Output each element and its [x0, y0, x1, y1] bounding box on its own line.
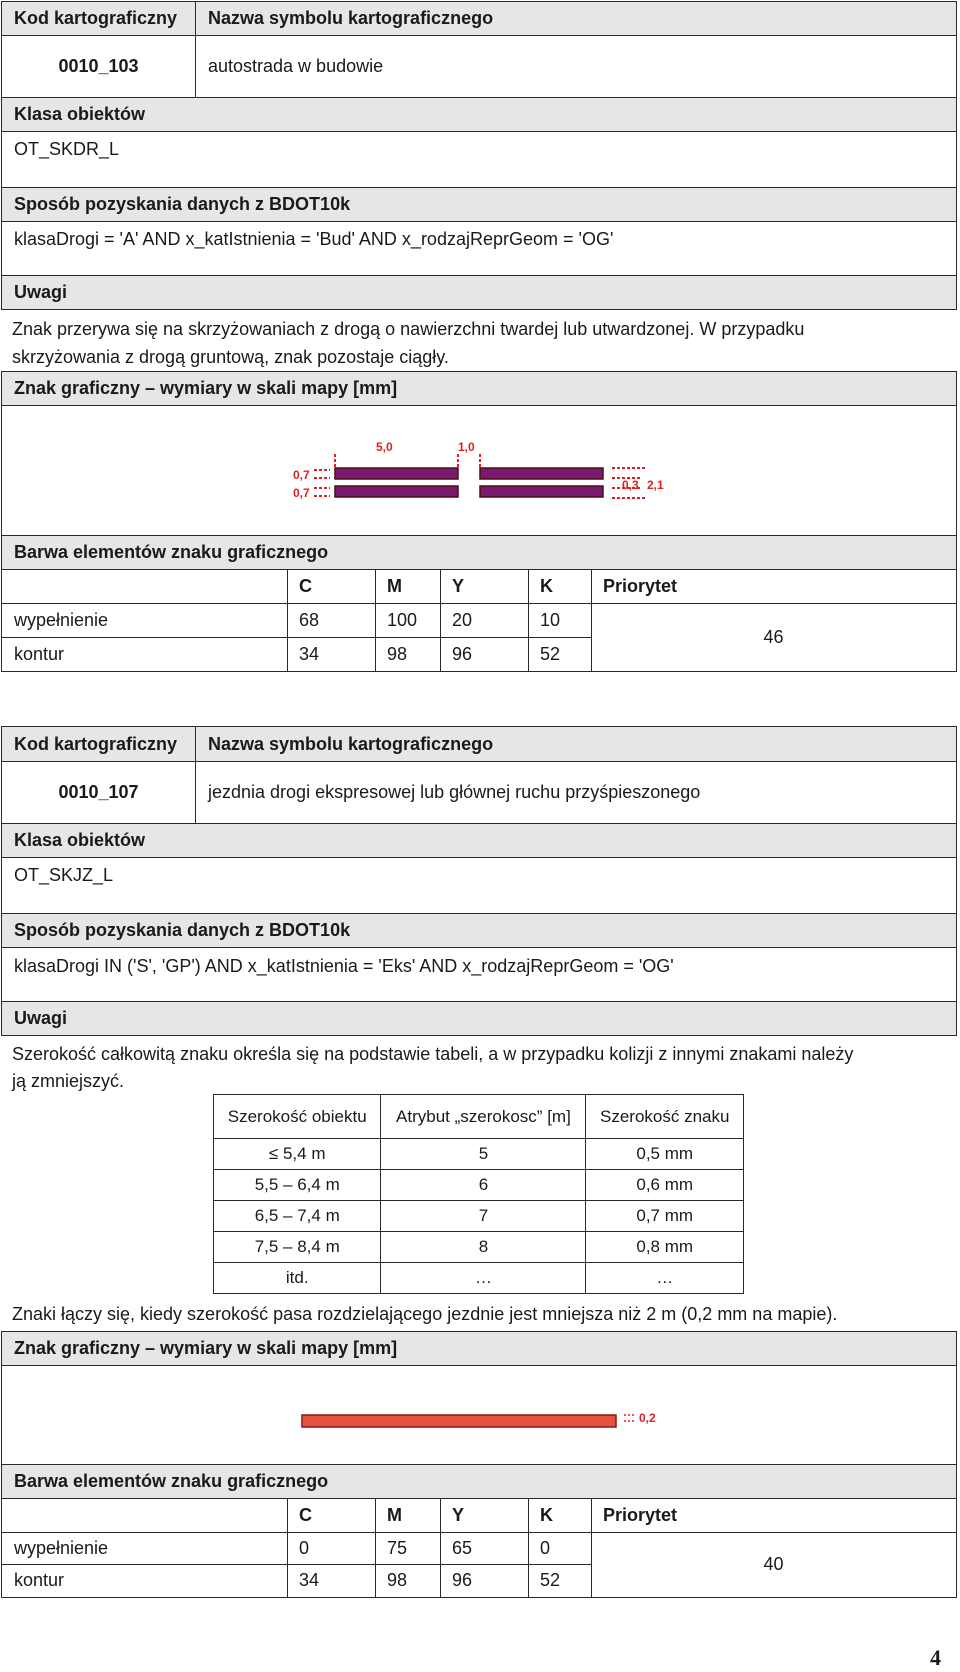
- page-number: 4: [930, 1645, 941, 1670]
- kod-header-label: Kod kartograficzny: [14, 8, 178, 28]
- symbol-width-cell: 0,6 mm: [586, 1170, 744, 1201]
- col-m-header: M: [387, 576, 402, 596]
- color-table: [1, 1498, 957, 1598]
- outline-c: 34: [299, 643, 320, 664]
- data-query: klasaDrogi = 'A' AND x_katIstnienia = 'Bud' AND x_rodzajReprGeom = 'OG': [14, 229, 614, 249]
- width-cell: 7,5 – 8,4 m: [214, 1232, 381, 1263]
- znak-header: [1, 1331, 957, 1366]
- width-table-header: Atrybut „szerokosc” [m]: [381, 1095, 586, 1139]
- attribute-cell: 7: [381, 1201, 586, 1232]
- znak-header-label: Znak graficzny – wymiary w skali mapy [mm]: [14, 1338, 398, 1358]
- outline-c: 34: [299, 1570, 320, 1590]
- dim-label-dash-length: 5,0: [376, 440, 393, 454]
- fill-m: 100: [387, 609, 418, 630]
- uwagi-text: [12, 315, 952, 371]
- col-priority-header: Priorytet: [603, 1505, 678, 1525]
- outline-row-label: kontur: [14, 643, 65, 664]
- dimension-marks: [624, 1415, 636, 1421]
- fill-row-label: wypełnienie: [14, 1537, 109, 1558]
- barwa-header: [1, 535, 957, 570]
- attribute-cell: 8: [381, 1232, 586, 1263]
- sposob-header: [1, 187, 957, 222]
- sposob-header-label: Sposób pozyskania danych z BDOT10k: [14, 194, 351, 214]
- col-c-header: C: [299, 1505, 312, 1525]
- symbol-drawing-area: [1, 1365, 957, 1465]
- priority-value: 46: [763, 626, 784, 647]
- col-k-header: K: [540, 1505, 553, 1525]
- symbol-code: 0010_103: [58, 56, 139, 76]
- symbol-card-1: [0, 0, 960, 672]
- width-table-header-row: [214, 1095, 744, 1139]
- klasa-header: [1, 97, 957, 132]
- klasa-value-cell: [1, 131, 957, 188]
- dim-label-separation: 0,3: [622, 478, 639, 492]
- uwagi-after-text: Znaki łączy się, kiedy szerokość pasa rozdzielającego jezdnie jest mniejsza niż 2 m (0,2 mm na mapie).: [12, 1304, 838, 1324]
- nazwa-header-label: Nazwa symbolu kartograficznego: [208, 8, 494, 28]
- width-cell: 5,5 – 6,4 m: [214, 1170, 381, 1201]
- symbol-card-2: [0, 726, 960, 1598]
- col-k-header: K: [540, 576, 553, 596]
- znak-header: [1, 371, 957, 406]
- dim-label-total-width: 2,1: [647, 478, 664, 492]
- dim-label-band-width-top: 0,7: [293, 468, 310, 482]
- table-row: [214, 1263, 744, 1294]
- kod-header: [1, 1, 196, 36]
- sposob-header-label: Sposób pozyskania danych z BDOT10k: [14, 920, 351, 940]
- sposob-header: [1, 913, 957, 948]
- uwagi-line-2: skrzyżowania z drogą gruntową, znak pozostaje ciągły.: [12, 347, 449, 367]
- uwagi-line-1: Znak przerywa się na skrzyżowaniach z drogą o nawierzchni twardej lub utwardzonej. W przypadku: [12, 319, 805, 339]
- symbol-name: autostrada w budowie: [208, 56, 384, 76]
- dim-label-gap-length: 1,0: [458, 440, 475, 454]
- uwagi-line-2: ją zmniejszyć.: [12, 1071, 125, 1091]
- barwa-header-label: Barwa elementów znaku graficznego: [14, 1471, 329, 1491]
- width-cell: ≤ 5,4 m: [214, 1139, 381, 1170]
- attribute-cell: 5: [381, 1139, 586, 1170]
- nazwa-header-label: Nazwa symbolu kartograficznego: [208, 733, 494, 754]
- fill-y: 20: [452, 609, 473, 630]
- klasa-value-cell: [1, 857, 957, 914]
- uwagi-text: [12, 1041, 952, 1095]
- priority-value: 40: [763, 1554, 784, 1574]
- color-table: [1, 569, 957, 672]
- width-table-header: Szerokość obiektu: [214, 1095, 381, 1139]
- col-priority-header: Priorytet: [603, 576, 678, 596]
- symbol-width-cell: …: [586, 1263, 744, 1294]
- symbol-code-cell: [1, 35, 196, 98]
- attribute-cell: …: [381, 1263, 586, 1294]
- object-class: OT_SKDR_L: [14, 139, 120, 159]
- symbol-width-cell: 0,5 mm: [586, 1139, 744, 1170]
- col-c-header: C: [299, 576, 312, 596]
- outline-k: 52: [540, 643, 561, 664]
- width-table: [213, 1094, 744, 1294]
- dash-top-left: [335, 468, 458, 479]
- outline-y: 96: [452, 1570, 473, 1590]
- col-y-header: Y: [452, 576, 465, 596]
- nazwa-header: [195, 1, 957, 36]
- symbol-code: 0010_107: [58, 782, 139, 802]
- road-line: [302, 1415, 616, 1427]
- uwagi-header: [1, 275, 957, 310]
- sposob-value-cell: [1, 221, 957, 276]
- klasa-header-label: Klasa obiektów: [14, 830, 146, 850]
- outline-row-label: kontur: [14, 1570, 65, 1590]
- sposob-value-cell: [1, 947, 957, 1002]
- dash-bottom-right: [480, 486, 603, 497]
- outline-m: 98: [387, 1570, 408, 1590]
- dash-top-right: [480, 468, 603, 479]
- symbol-drawing-area: [1, 405, 957, 536]
- symbol-name-cell: [195, 761, 957, 824]
- kod-header: [1, 726, 196, 762]
- width-cell: itd.: [214, 1263, 381, 1294]
- table-row: [214, 1139, 744, 1170]
- uwagi-header-label: Uwagi: [14, 282, 68, 302]
- table-row: [214, 1232, 744, 1263]
- fill-row-label: wypełnienie: [14, 609, 109, 630]
- znak-header-label: Znak graficzny – wymiary w skali mapy [mm]: [14, 378, 398, 398]
- symbol-width-cell: 0,8 mm: [586, 1232, 744, 1263]
- fill-k: 10: [540, 609, 561, 630]
- symbol-code-cell: [1, 761, 196, 824]
- dash-bottom-left: [335, 486, 458, 497]
- table-row: [214, 1170, 744, 1201]
- symbol-width-cell: 0,7 mm: [586, 1201, 744, 1232]
- kod-header-label: Kod kartograficzny: [14, 733, 178, 754]
- klasa-header: [1, 823, 957, 858]
- fill-m: 75: [387, 1537, 408, 1558]
- symbol-drawing: [2, 1366, 956, 1464]
- width-table-header: Szerokość znaku: [586, 1095, 744, 1139]
- fill-c: 0: [299, 1537, 310, 1558]
- col-m-header: M: [387, 1505, 402, 1525]
- symbol-name: jezdnia drogi ekspresowej lub głównej ruchu przyśpieszonego: [208, 782, 701, 802]
- klasa-header-label: Klasa obiektów: [14, 104, 146, 124]
- fill-c: 68: [299, 609, 320, 630]
- table-row: [214, 1201, 744, 1232]
- dim-label-width: 0,2: [639, 1411, 656, 1425]
- data-query: klasaDrogi IN ('S', 'GP') AND x_katIstnienia = 'Eks' AND x_rodzajReprGeom = 'OG': [14, 956, 674, 976]
- dim-label-band-width-bottom: 0,7: [293, 486, 310, 500]
- outline-k: 52: [540, 1570, 561, 1590]
- fill-y: 65: [452, 1537, 473, 1558]
- col-y-header: Y: [452, 1505, 465, 1525]
- outline-y: 96: [452, 643, 473, 664]
- width-cell: 6,5 – 7,4 m: [214, 1201, 381, 1232]
- symbol-name-cell: [195, 35, 957, 98]
- barwa-header-label: Barwa elementów znaku graficznego: [14, 542, 329, 562]
- uwagi-header-label: Uwagi: [14, 1008, 68, 1028]
- object-class: OT_SKJZ_L: [14, 865, 114, 885]
- attribute-cell: 6: [381, 1170, 586, 1201]
- outline-m: 98: [387, 643, 408, 664]
- uwagi-line-1: Szerokość całkowitą znaku określa się na podstawie tabeli, a w przypadku kolizji z innymi znakami należy: [12, 1044, 854, 1064]
- uwagi-header: [1, 1001, 957, 1036]
- barwa-header: [1, 1464, 957, 1499]
- fill-k: 0: [540, 1537, 551, 1558]
- nazwa-header: [195, 726, 957, 762]
- symbol-drawing: [2, 406, 956, 535]
